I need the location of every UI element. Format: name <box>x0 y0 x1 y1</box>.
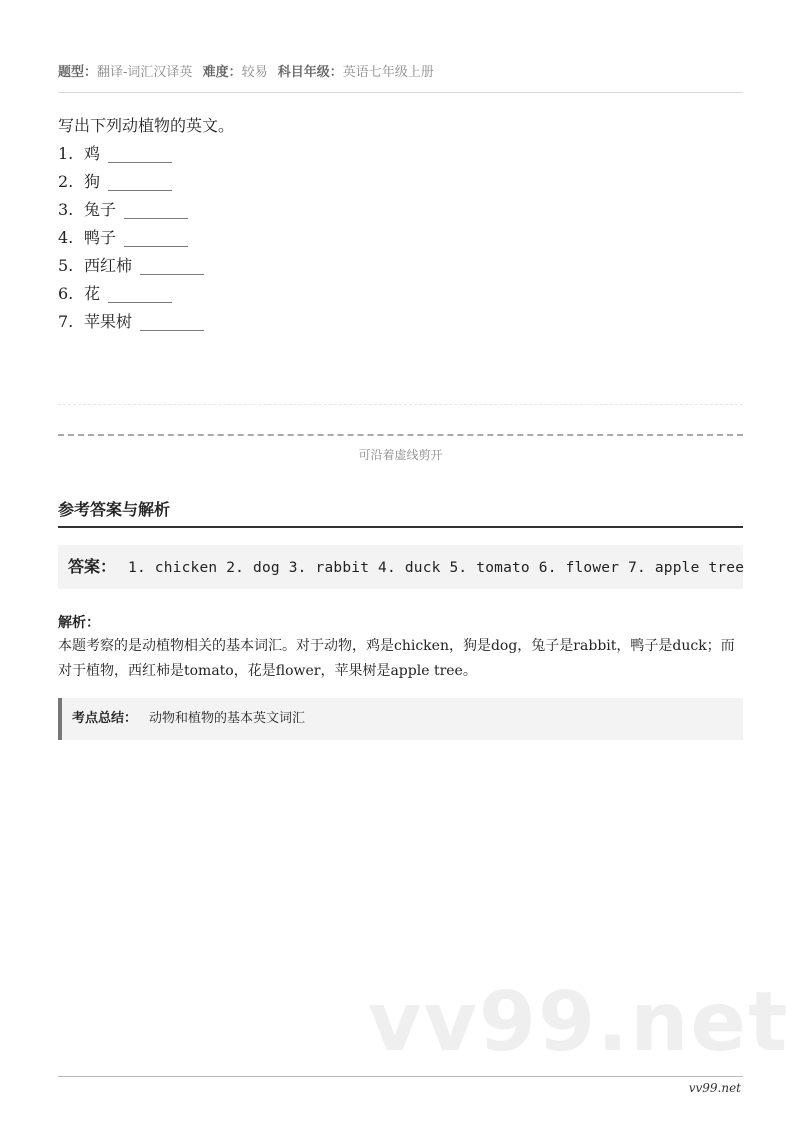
item-number: 2. <box>58 172 74 191</box>
cut-label: 可沿着虚线剪开 <box>358 448 443 462</box>
item-number: 3. <box>58 200 74 219</box>
question-item <box>58 196 743 224</box>
question-prompt: 写出下列动植物的英文。 <box>58 116 235 135</box>
answer-blank: ________ <box>124 200 189 219</box>
answer-text: 1. chicken 2. dog 3. rabbit 4. duck 5. tomato 6. flower 7. apple tree <box>128 560 745 576</box>
item-number: 7. <box>58 312 74 331</box>
explanation-label: 解析： <box>58 615 100 631</box>
summary-text: 动物和植物的基本英文词汇 <box>149 711 306 726</box>
answer-blank: ________ <box>108 144 173 163</box>
question-item <box>58 280 743 308</box>
item-text: 鸭子 <box>84 228 117 247</box>
question-item <box>58 224 743 252</box>
item-number: 4. <box>58 228 74 247</box>
explanation-text: 本题考察的是动植物相关的基本词汇。对于动物，鸡是chicken，狗是dog，兔子是rabbit，鸭子是duck；而对于植物，西红柿是tomato，花是flower，苹果树是apple tree。 <box>58 638 735 679</box>
answer-label: 答案： <box>68 557 117 576</box>
subject-label: 科目年级： <box>277 65 343 80</box>
answer-blank: ________ <box>140 256 205 275</box>
type-label: 题型： <box>58 65 98 80</box>
footer-site: vv99.net <box>688 1081 741 1095</box>
cut-line <box>58 434 743 436</box>
answer-blank: ________ <box>124 228 189 247</box>
item-text: 花 <box>84 284 101 303</box>
type-value: 翻译-词汇汉译英 <box>97 65 193 80</box>
summary-label: 考点总结： <box>72 711 138 726</box>
meta-line <box>58 63 743 83</box>
question-item <box>58 140 743 168</box>
item-text: 鸡 <box>84 144 101 163</box>
answer-box <box>58 545 743 589</box>
answer-blank: ________ <box>108 172 173 191</box>
item-text: 苹果树 <box>84 312 133 331</box>
summary-box <box>58 698 743 740</box>
answer-blank: ________ <box>140 312 205 331</box>
item-text: 狗 <box>84 172 101 191</box>
question-item <box>58 308 743 336</box>
item-number: 5. <box>58 256 74 275</box>
header-divider <box>58 92 743 93</box>
difficulty-value: 较易 <box>241 65 268 80</box>
item-number: 6. <box>58 284 74 303</box>
light-dashed-line <box>58 404 743 405</box>
difficulty-label: 难度： <box>202 65 242 80</box>
question-item <box>58 252 743 280</box>
answers-title: 参考答案与解析 <box>58 497 743 528</box>
question-item <box>58 168 743 196</box>
footer-divider <box>58 1076 743 1077</box>
watermark: vv99.net <box>368 975 790 1070</box>
item-text: 西红柿 <box>84 256 133 275</box>
item-text: 兔子 <box>84 200 117 219</box>
answer-blank: ________ <box>108 284 173 303</box>
question-block <box>58 112 743 336</box>
subject-value: 英语七年级上册 <box>342 65 434 80</box>
item-number: 1. <box>58 144 74 163</box>
